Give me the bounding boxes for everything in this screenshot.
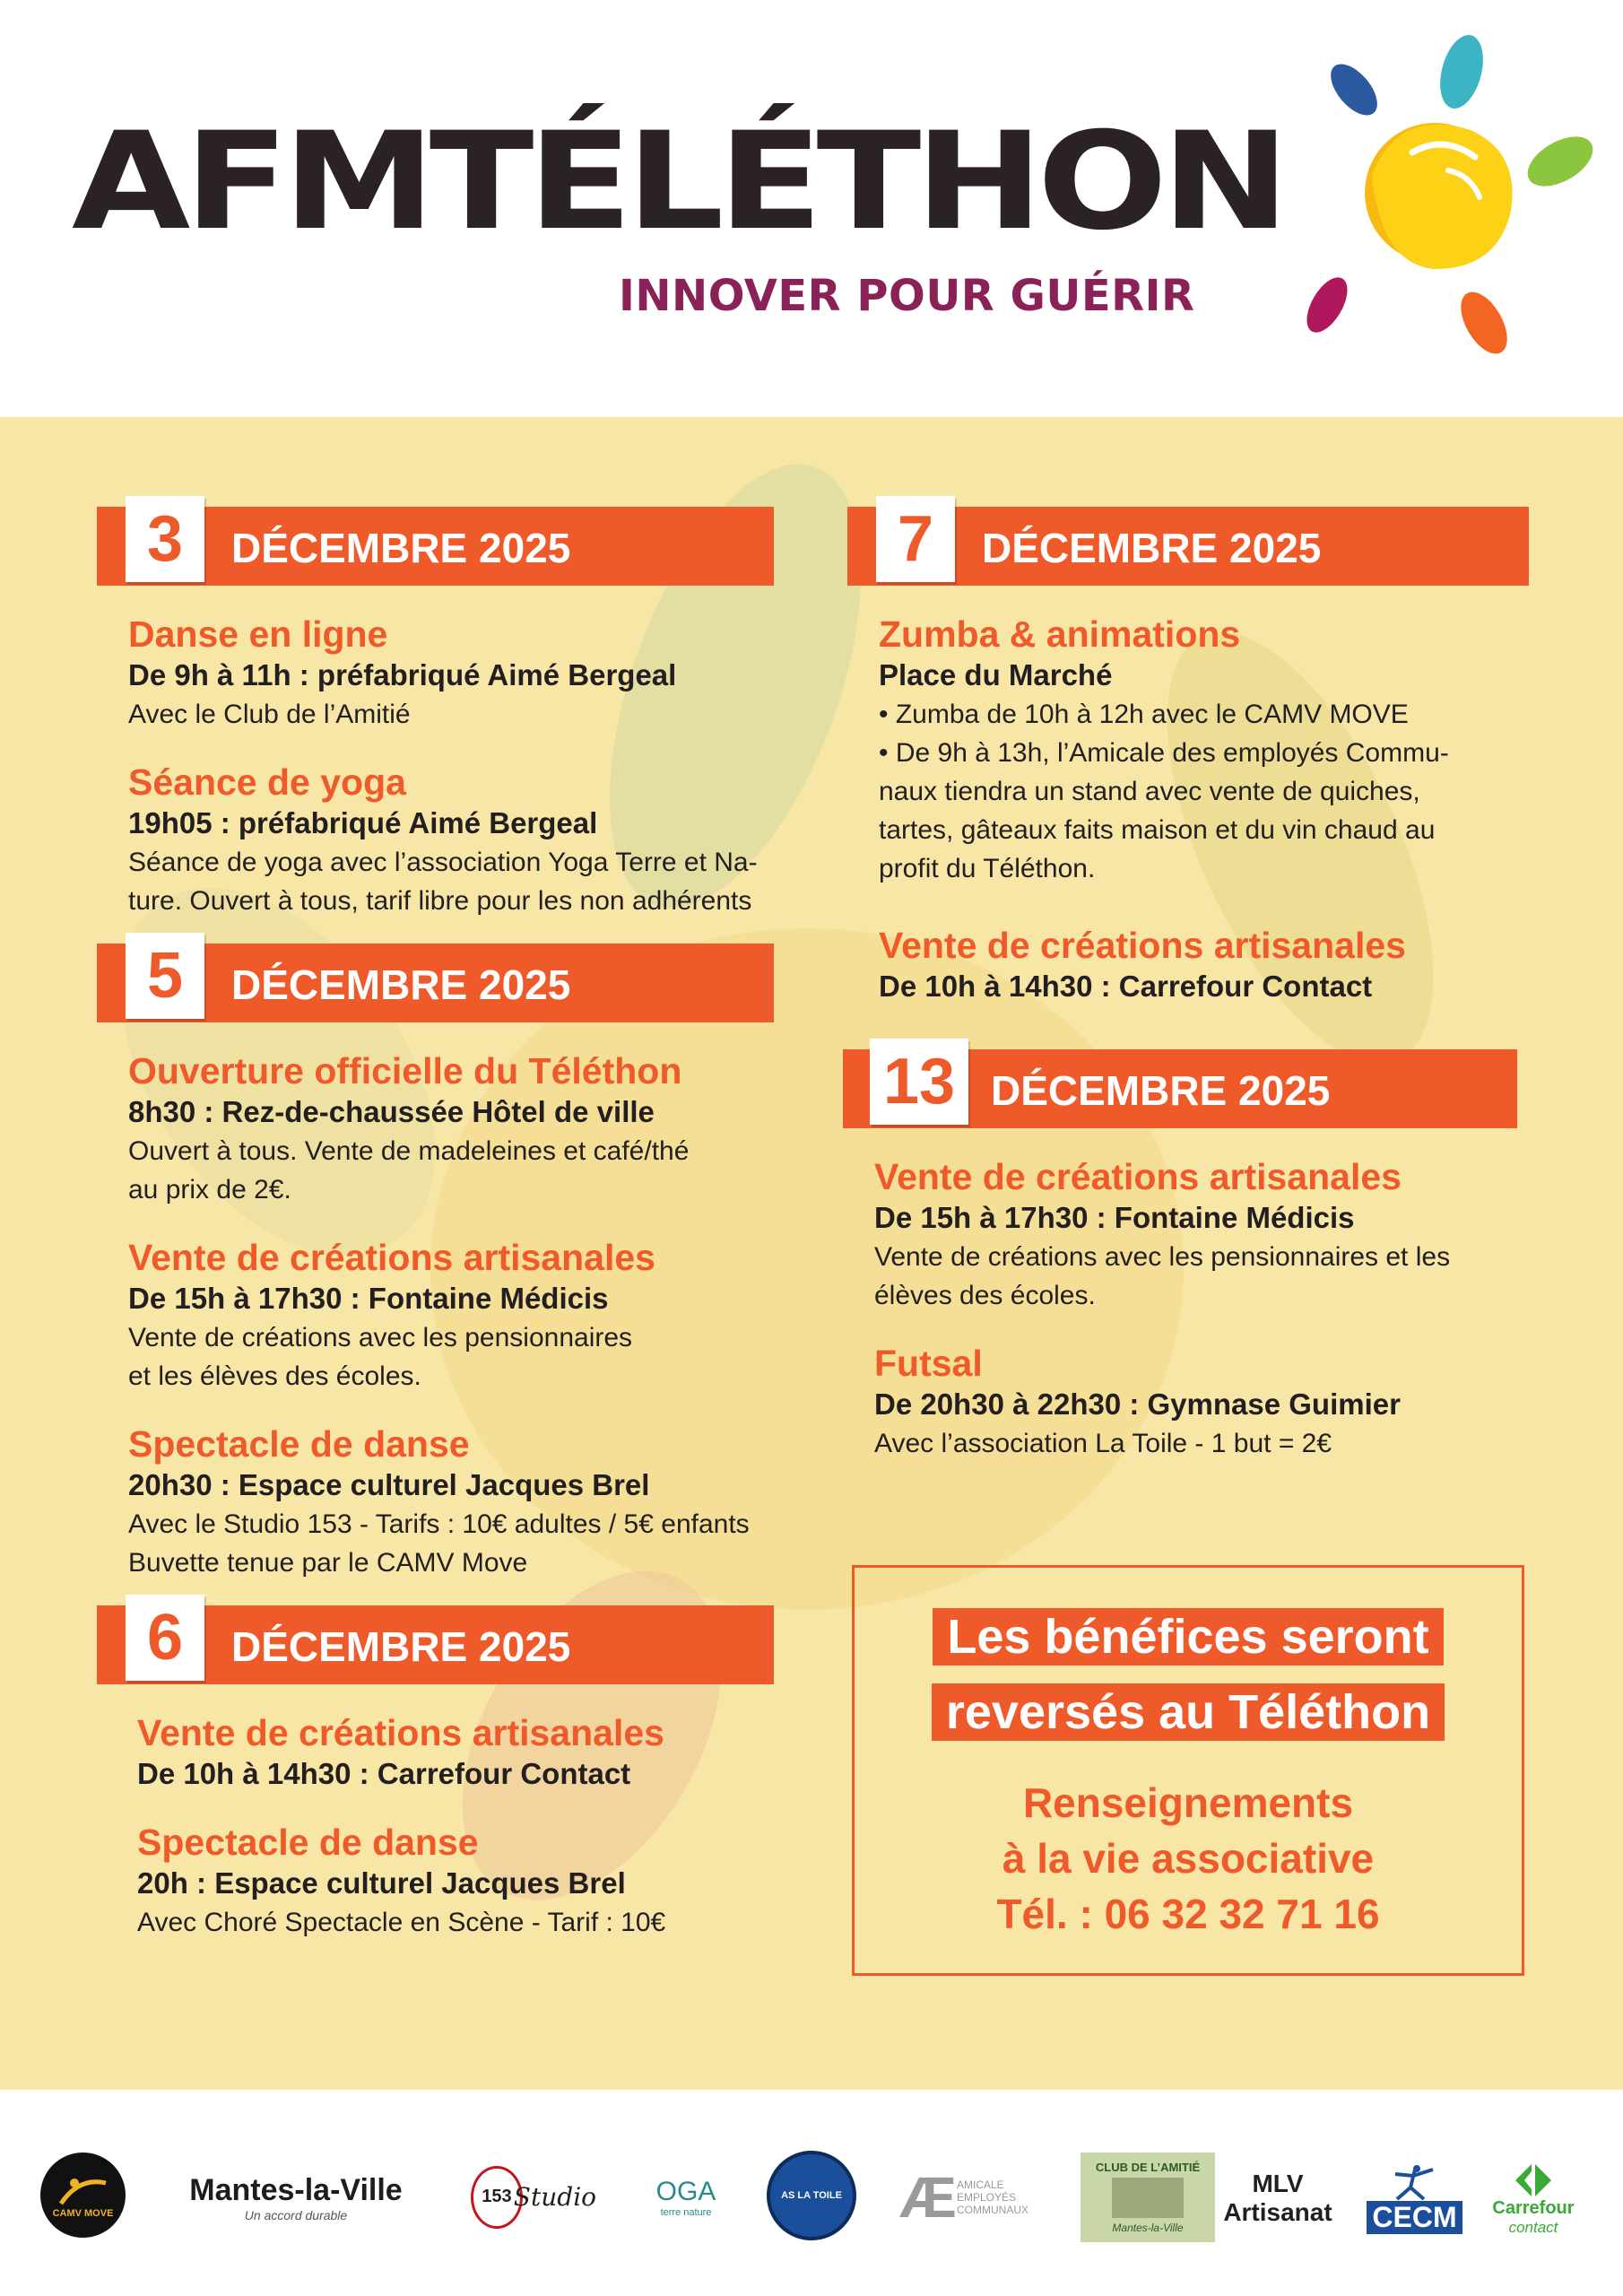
event-description: Avec le Club de l’Amitié	[128, 700, 411, 729]
cecm-name: CECM	[1367, 2201, 1462, 2234]
studio-number: 153	[471, 2166, 523, 2229]
header	[0, 0, 1623, 417]
studio-name: Studio	[513, 2182, 596, 2212]
event-description: Avec le Studio 153 - Tarifs : 10€ adultes / 5€ enfants	[128, 1509, 750, 1539]
date-label: DÉCEMBRE 2025	[231, 525, 571, 571]
left-column	[97, 503, 774, 1969]
carrefour-sub: contact	[1508, 2218, 1558, 2236]
event-description: Ouvert à tous. Vente de madeleines et café/thé	[128, 1136, 690, 1166]
amicale-logo: Æ AMICALE EMPLOYÉS COMMUNAUX	[883, 2152, 1054, 2242]
tagline: INNOVER POUR GUÉRIR	[619, 271, 1195, 321]
camv-label: CAMV MOVE	[52, 2207, 114, 2219]
event-description: profit du Téléthon.	[879, 854, 1096, 883]
date-label: DÉCEMBRE 2025	[231, 1623, 571, 1670]
event-title: Vente de créations artisanales	[879, 925, 1406, 966]
event-description: Avec l’association La Toile - 1 but = 2€	[874, 1429, 1332, 1458]
yoga-name: OGA	[655, 2177, 716, 2206]
benefits-line-1: Les bénéfices seront	[933, 1608, 1443, 1665]
event-description: naux tiendra un stand avec vente de quiches,	[879, 777, 1420, 806]
carrefour-icon	[1512, 2162, 1555, 2198]
date-header-13	[843, 1046, 1517, 1128]
contact-phone: Tél. : 06 32 32 71 16	[996, 1891, 1380, 1937]
carrefour-name: Carrefour	[1492, 2197, 1575, 2218]
event-description: Vente de créations avec les pensionnaires	[128, 1323, 633, 1352]
telethon-sun-icon	[1291, 18, 1596, 359]
event-description: élèves des écoles.	[874, 1281, 1096, 1310]
event-item	[874, 1342, 1529, 1463]
event-time-place: De 15h à 17h30 : Fontaine Médicis	[128, 1282, 609, 1315]
event-item	[874, 1155, 1529, 1315]
mlv-artisanat-logo	[1219, 2160, 1336, 2236]
mlv-art-line-1: MLV	[1252, 2169, 1304, 2197]
club-amitie-logo	[1081, 2152, 1215, 2242]
event-item	[137, 1821, 774, 1942]
event-title: Danse en ligne	[128, 613, 388, 655]
event-title: Séance de yoga	[128, 761, 406, 803]
date-number: 5	[126, 933, 204, 1019]
event-description: Buvette tenue par le CAMV Move	[128, 1548, 528, 1578]
asla-name: AS LA TOILE	[781, 2190, 842, 2201]
as-la-toile-logo	[767, 2151, 856, 2240]
event-time-place: De 9h à 11h : préfabriqué Aimé Bergeal	[128, 658, 677, 691]
studio-153-logo	[471, 2154, 596, 2239]
event-item	[128, 1049, 774, 1209]
contact-line-2: à la vie associative	[1002, 1835, 1375, 1882]
event-time-place: 20h30 : Espace culturel Jacques Brel	[128, 1468, 650, 1501]
event-description: Vente de créations avec les pensionnaires et les	[874, 1242, 1451, 1272]
event-item	[128, 1236, 774, 1396]
dancer-figure-icon	[1388, 2165, 1442, 2201]
event-description: • De 9h à 13h, l’Amicale des employés Commu-	[879, 738, 1449, 768]
date-label: DÉCEMBRE 2025	[982, 525, 1322, 571]
cecm-logo	[1367, 2154, 1462, 2244]
event-title: Vente de créations artisanales	[137, 1712, 664, 1753]
brand-logo-text: AFMTÉLÉTHON	[72, 104, 1284, 260]
date-header-6	[97, 1602, 774, 1684]
date-label: DÉCEMBRE 2025	[991, 1067, 1331, 1114]
date-header-7	[847, 503, 1529, 586]
mlv-name: Mantes-la-Ville	[189, 2172, 403, 2207]
mlv-art-line-2: Artisanat	[1223, 2197, 1332, 2226]
event-description: • Zumba de 10h à 12h avec le CAMV MOVE	[879, 700, 1409, 729]
event-title: Spectacle de danse	[128, 1423, 470, 1465]
event-description: ture. Ouvert à tous, tarif libre pour les non adhérents	[128, 886, 752, 916]
event-description: Avec Choré Spectacle en Scène - Tarif : 10€	[137, 1908, 666, 1937]
event-description: Séance de yoga avec l’association Yoga Terre et Na-	[128, 848, 758, 877]
date-number: 7	[876, 496, 955, 582]
event-item	[879, 924, 1529, 1006]
event-title: Futsal	[874, 1343, 983, 1384]
date-number: 6	[126, 1595, 204, 1681]
event-title: Zumba & animations	[879, 613, 1241, 655]
date-header-5	[97, 940, 774, 1022]
event-item	[128, 613, 774, 734]
event-time-place: De 10h à 14h30 : Carrefour Contact	[879, 970, 1373, 1003]
event-description: tartes, gâteaux faits maison et du vin chaud au	[879, 815, 1436, 845]
mlv-slogan: Un accord durable	[244, 2207, 348, 2222]
partner-logos	[0, 2090, 1623, 2296]
event-time-place: 8h30 : Rez-de-chaussée Hôtel de ville	[128, 1095, 655, 1128]
event-title: Spectacle de danse	[137, 1822, 479, 1863]
event-description: au prix de 2€.	[128, 1175, 291, 1205]
yoga-sub: terre nature	[660, 2207, 712, 2218]
event-item	[137, 1711, 774, 1794]
contact-line-1: Renseignements	[1022, 1779, 1354, 1826]
amicale-name: AMICALE EMPLOYÉS COMMUNAUX	[957, 2179, 1028, 2216]
event-time-place: Place du Marché	[879, 658, 1113, 691]
date-number: 3	[126, 496, 204, 582]
yoga-logo	[641, 2152, 731, 2242]
club-name: CLUB DE L’AMITIÉ	[1095, 2161, 1201, 2174]
event-title: Vente de créations artisanales	[128, 1237, 655, 1278]
benefits-info-box	[852, 1565, 1524, 1976]
club-sub: Mantes-la-Ville	[1112, 2222, 1184, 2234]
event-title: Ouverture officielle du Téléthon	[128, 1050, 682, 1091]
event-item	[128, 761, 774, 920]
event-description: et les élèves des écoles.	[128, 1361, 421, 1391]
event-time-place: De 10h à 14h30 : Carrefour Contact	[137, 1757, 631, 1790]
program-area	[0, 417, 1623, 2090]
event-time-place: 19h05 : préfabriqué Aimé Bergeal	[128, 806, 598, 839]
dancer-icon	[56, 2172, 110, 2208]
event-time-place: De 20h30 à 22h30 : Gymnase Guimier	[874, 1387, 1401, 1421]
carrefour-contact-logo	[1480, 2154, 1587, 2244]
event-item	[879, 613, 1529, 888]
benefits-line-2: reversés au Téléthon	[932, 1683, 1445, 1741]
camv-move-logo	[40, 2152, 126, 2238]
mantes-la-ville-logo	[157, 2161, 435, 2233]
event-item	[128, 1422, 774, 1582]
right-column	[847, 503, 1529, 1490]
date-header-3	[97, 503, 774, 586]
event-title: Vente de créations artisanales	[874, 1156, 1402, 1197]
event-time-place: 20h : Espace culturel Jacques Brel	[137, 1866, 626, 1900]
contact-info	[855, 1775, 1522, 1942]
date-label: DÉCEMBRE 2025	[231, 961, 571, 1008]
date-number: 13	[870, 1039, 968, 1125]
event-time-place: De 15h à 17h30 : Fontaine Médicis	[874, 1201, 1355, 1234]
